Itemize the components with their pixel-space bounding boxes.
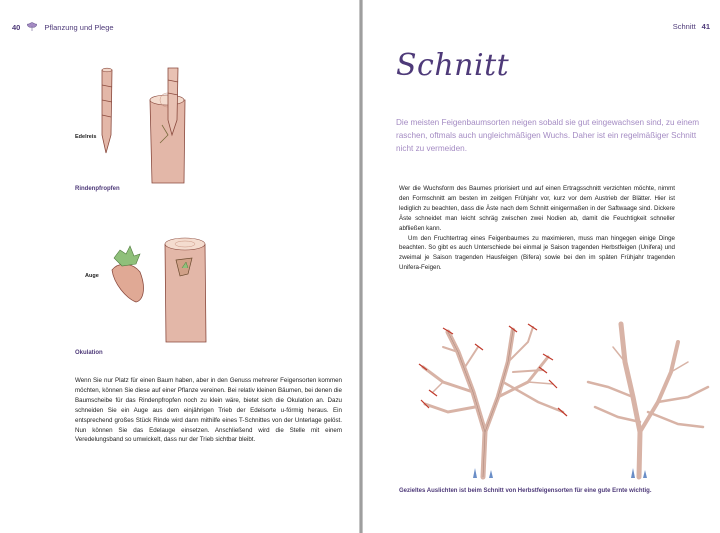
header-title: Schnitt — [672, 22, 696, 31]
caption-rindenpfropfen: Rindenpfropfen — [75, 186, 120, 192]
rindenpfropfen-illustration — [80, 65, 210, 185]
label-auge: Auge — [85, 273, 99, 279]
pruned-tree — [423, 327, 563, 477]
grass — [473, 468, 647, 478]
caption-okulation: Okulation — [75, 350, 103, 356]
cut-marks — [419, 324, 567, 416]
left-body-text — [75, 376, 342, 445]
left-page-header — [12, 22, 114, 32]
section-title: Pflanzung und Plege — [44, 22, 114, 32]
trees-caption: Gezieltes Auslichten ist beim Schnitt von Herbstfeigensorten für eine gute Ernte wichtig. — [399, 488, 652, 494]
page-number-right: 41 — [701, 22, 710, 31]
right-page — [363, 0, 720, 533]
chapter-title: Schnitt — [396, 48, 510, 83]
label-edelreis: Edelreis — [75, 134, 97, 140]
intro-text: Die meisten Feigenbaumsorten neigen sobald sie gut eingewachsen sind, zu einem raschen, oftmals auch ungleichmäßigen Wuchs. Daher ist ein regelmäßiger Schnitt nicht zu vermeiden. — [396, 118, 700, 153]
fig-trees-illustration — [403, 312, 720, 482]
left-page — [0, 0, 359, 533]
right-paragraph-1: Wer die Wuchsform des Baumes priorisiert und auf einen Ertragsschnitt verzichten möchte, nimmt den Formschnitt am besten im zeitigen Frühjahr vor, kurz vor dem Austrieb der Blätter. Hier ist lediglich zu beachten, dass die Äste nach dem Schnitt einigermaßen in der Saftwaage sind. Dickere Äste schneidet man leicht schräg zwischen zwei Nodien ab, damit die Feuchtigkeit schneller abfließen kann. — [399, 185, 675, 232]
right-page-header — [673, 22, 710, 31]
page-number-left: 40 — [12, 22, 21, 32]
right-paragraph-2: Um den Fruchtertrag eines Feigenbaumes zu maximieren, muss man hingegen einige Dinge beachten. So gibt es auch Unterschiede bei einmal je Saison tragenden Herbstfeigen (Unifera) und zweimal je Saison tragenden Hausfeigen (Bifera) sowie bei den im späten Frühjahr tragenden Unifera-Feigen. — [399, 234, 675, 272]
right-body-text — [399, 184, 675, 273]
left-paragraph: Wenn Sie nur Platz für einen Baum haben, aber in den Genuss mehrerer Feigensorten kommen möchten, können Sie diese auf einer Pflanze vereinen. Bei relativ kleinen Bäumen, bei denen die Baumscheibe für das Rindenpfropfen noch zu klein wäre, bietet sich die Okulation an. Dazu schneiden Sie ein Auge aus dem einjährigen Trieb der Edelsorte u-förmig heraus. Ein entsprechend großes Stück Rinde wird dann mithilfe eines T-Schnittes von der Unterlage gelöst. Nun können Sie das Edelauge einsetzen. Anschließend wird die Stelle mit einem Veredelungsband so umwickelt, dass nur der Trieb sichtbar bleibt. — [75, 377, 342, 444]
fig-leaf-icon — [26, 22, 38, 32]
thinned-tree — [588, 324, 708, 477]
okulation-illustration — [100, 232, 215, 347]
